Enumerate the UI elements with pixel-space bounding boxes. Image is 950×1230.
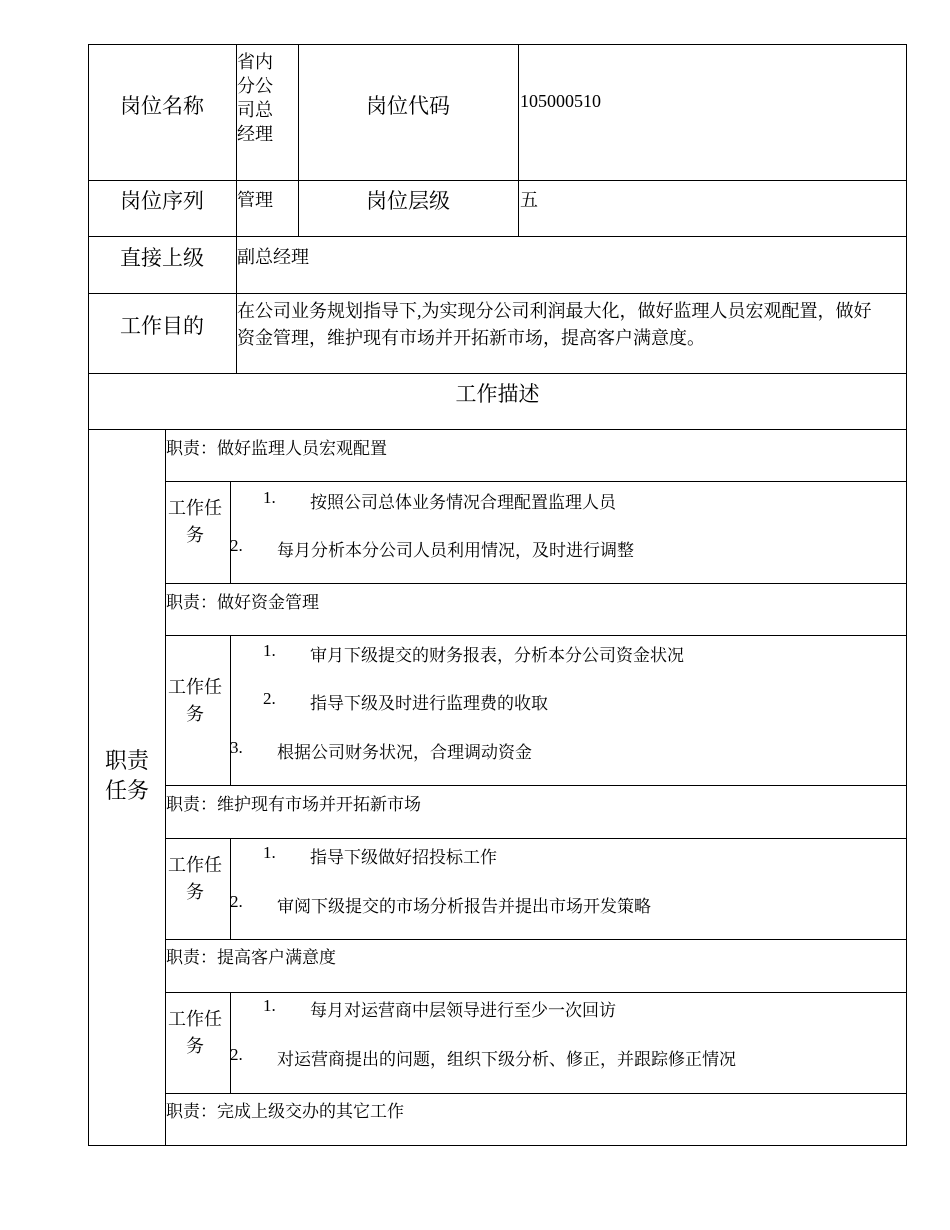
task-num: 2. [263, 689, 276, 708]
table-border-top [88, 44, 907, 45]
task-num: 2. [230, 892, 243, 911]
task-text: 审阅下级提交的市场分析报告并提出市场开发策略 [277, 897, 651, 916]
task-text: 审月下级提交的财务报表，分析本分公司资金状况 [310, 646, 684, 665]
col-divider [230, 481, 231, 583]
task-text: 按照公司总体业务情况合理配置监理人员 [310, 493, 616, 512]
task-num: 1. [263, 843, 276, 862]
row-divider [165, 838, 907, 839]
row-divider [88, 180, 907, 181]
task-label: 工作任务 [168, 1009, 222, 1056]
col-divider [518, 44, 519, 236]
task-num: 3. [230, 738, 243, 757]
duty-title: 职责：提高客户满意度 [166, 948, 336, 967]
row-divider [88, 429, 907, 430]
task-text: 每月分析本分公司人员利用情况，及时进行调整 [277, 541, 634, 560]
level-value: 五 [520, 190, 538, 210]
row-divider [165, 481, 907, 482]
section-title: 工作描述 [455, 382, 540, 406]
duty-title: 职责：做好监理人员宏观配置 [166, 439, 387, 458]
row-divider [88, 293, 907, 294]
job-description-table [88, 44, 907, 1146]
task-num: 2. [230, 1045, 243, 1064]
row-divider [165, 992, 907, 993]
row-divider [88, 236, 907, 237]
task-num: 1. [263, 641, 276, 660]
task-text: 对运营商提出的问题，组织下级分析、修正，并跟踪修正情况 [277, 1050, 736, 1069]
table-border-right [906, 44, 907, 1146]
task-text: 指导下级做好招投标工作 [310, 848, 497, 867]
row-divider [165, 1093, 907, 1094]
position-code-label: 岗位代码 [366, 94, 450, 118]
task-text: 指导下级及时进行监理费的收取 [310, 694, 548, 713]
position-code-value: 105000510 [520, 91, 601, 111]
duty-title: 职责：维护现有市场并开拓新市场 [166, 795, 421, 814]
task-num: 1. [263, 996, 276, 1015]
row-divider [88, 373, 907, 374]
table-border-bottom [88, 1145, 907, 1146]
purpose-line-2: 资金管理，维护现有市场并开拓新市场，提高客户满意度。 [237, 328, 705, 348]
row-divider [165, 583, 907, 584]
task-num: 2. [230, 536, 243, 555]
purpose-line-1: 在公司业务规划指导下,为实现分公司利润最大化，做好监理人员宏观配置，做好 [237, 301, 872, 321]
position-name-label: 岗位名称 [120, 94, 204, 118]
task-label: 工作任务 [168, 677, 222, 724]
series-label: 岗位序列 [120, 189, 204, 213]
task-text: 根据公司财务状况，合理调动资金 [277, 743, 532, 762]
position-name-value: 省内分公司总经理 [237, 52, 273, 144]
row-divider [165, 785, 907, 786]
superior-value: 副总经理 [237, 247, 309, 267]
superior-label: 直接上级 [120, 246, 204, 270]
row-divider [165, 939, 907, 940]
duty-title: 职责：完成上级交办的其它工作 [166, 1102, 404, 1121]
duty-title: 职责：做好资金管理 [166, 593, 319, 612]
task-num: 1. [263, 488, 276, 507]
col-divider [230, 635, 231, 785]
task-label: 工作任务 [168, 498, 222, 545]
task-label: 工作任务 [168, 855, 222, 902]
task-text: 每月对运营商中层领导进行至少一次回访 [310, 1001, 616, 1020]
col-divider [230, 838, 231, 939]
level-label: 岗位层级 [366, 189, 450, 213]
purpose-label: 工作目的 [120, 314, 204, 338]
row-divider [165, 635, 907, 636]
duties-tasks-label: 职责任务 [104, 748, 149, 803]
col-divider [230, 992, 231, 1093]
series-value: 管理 [237, 190, 273, 210]
